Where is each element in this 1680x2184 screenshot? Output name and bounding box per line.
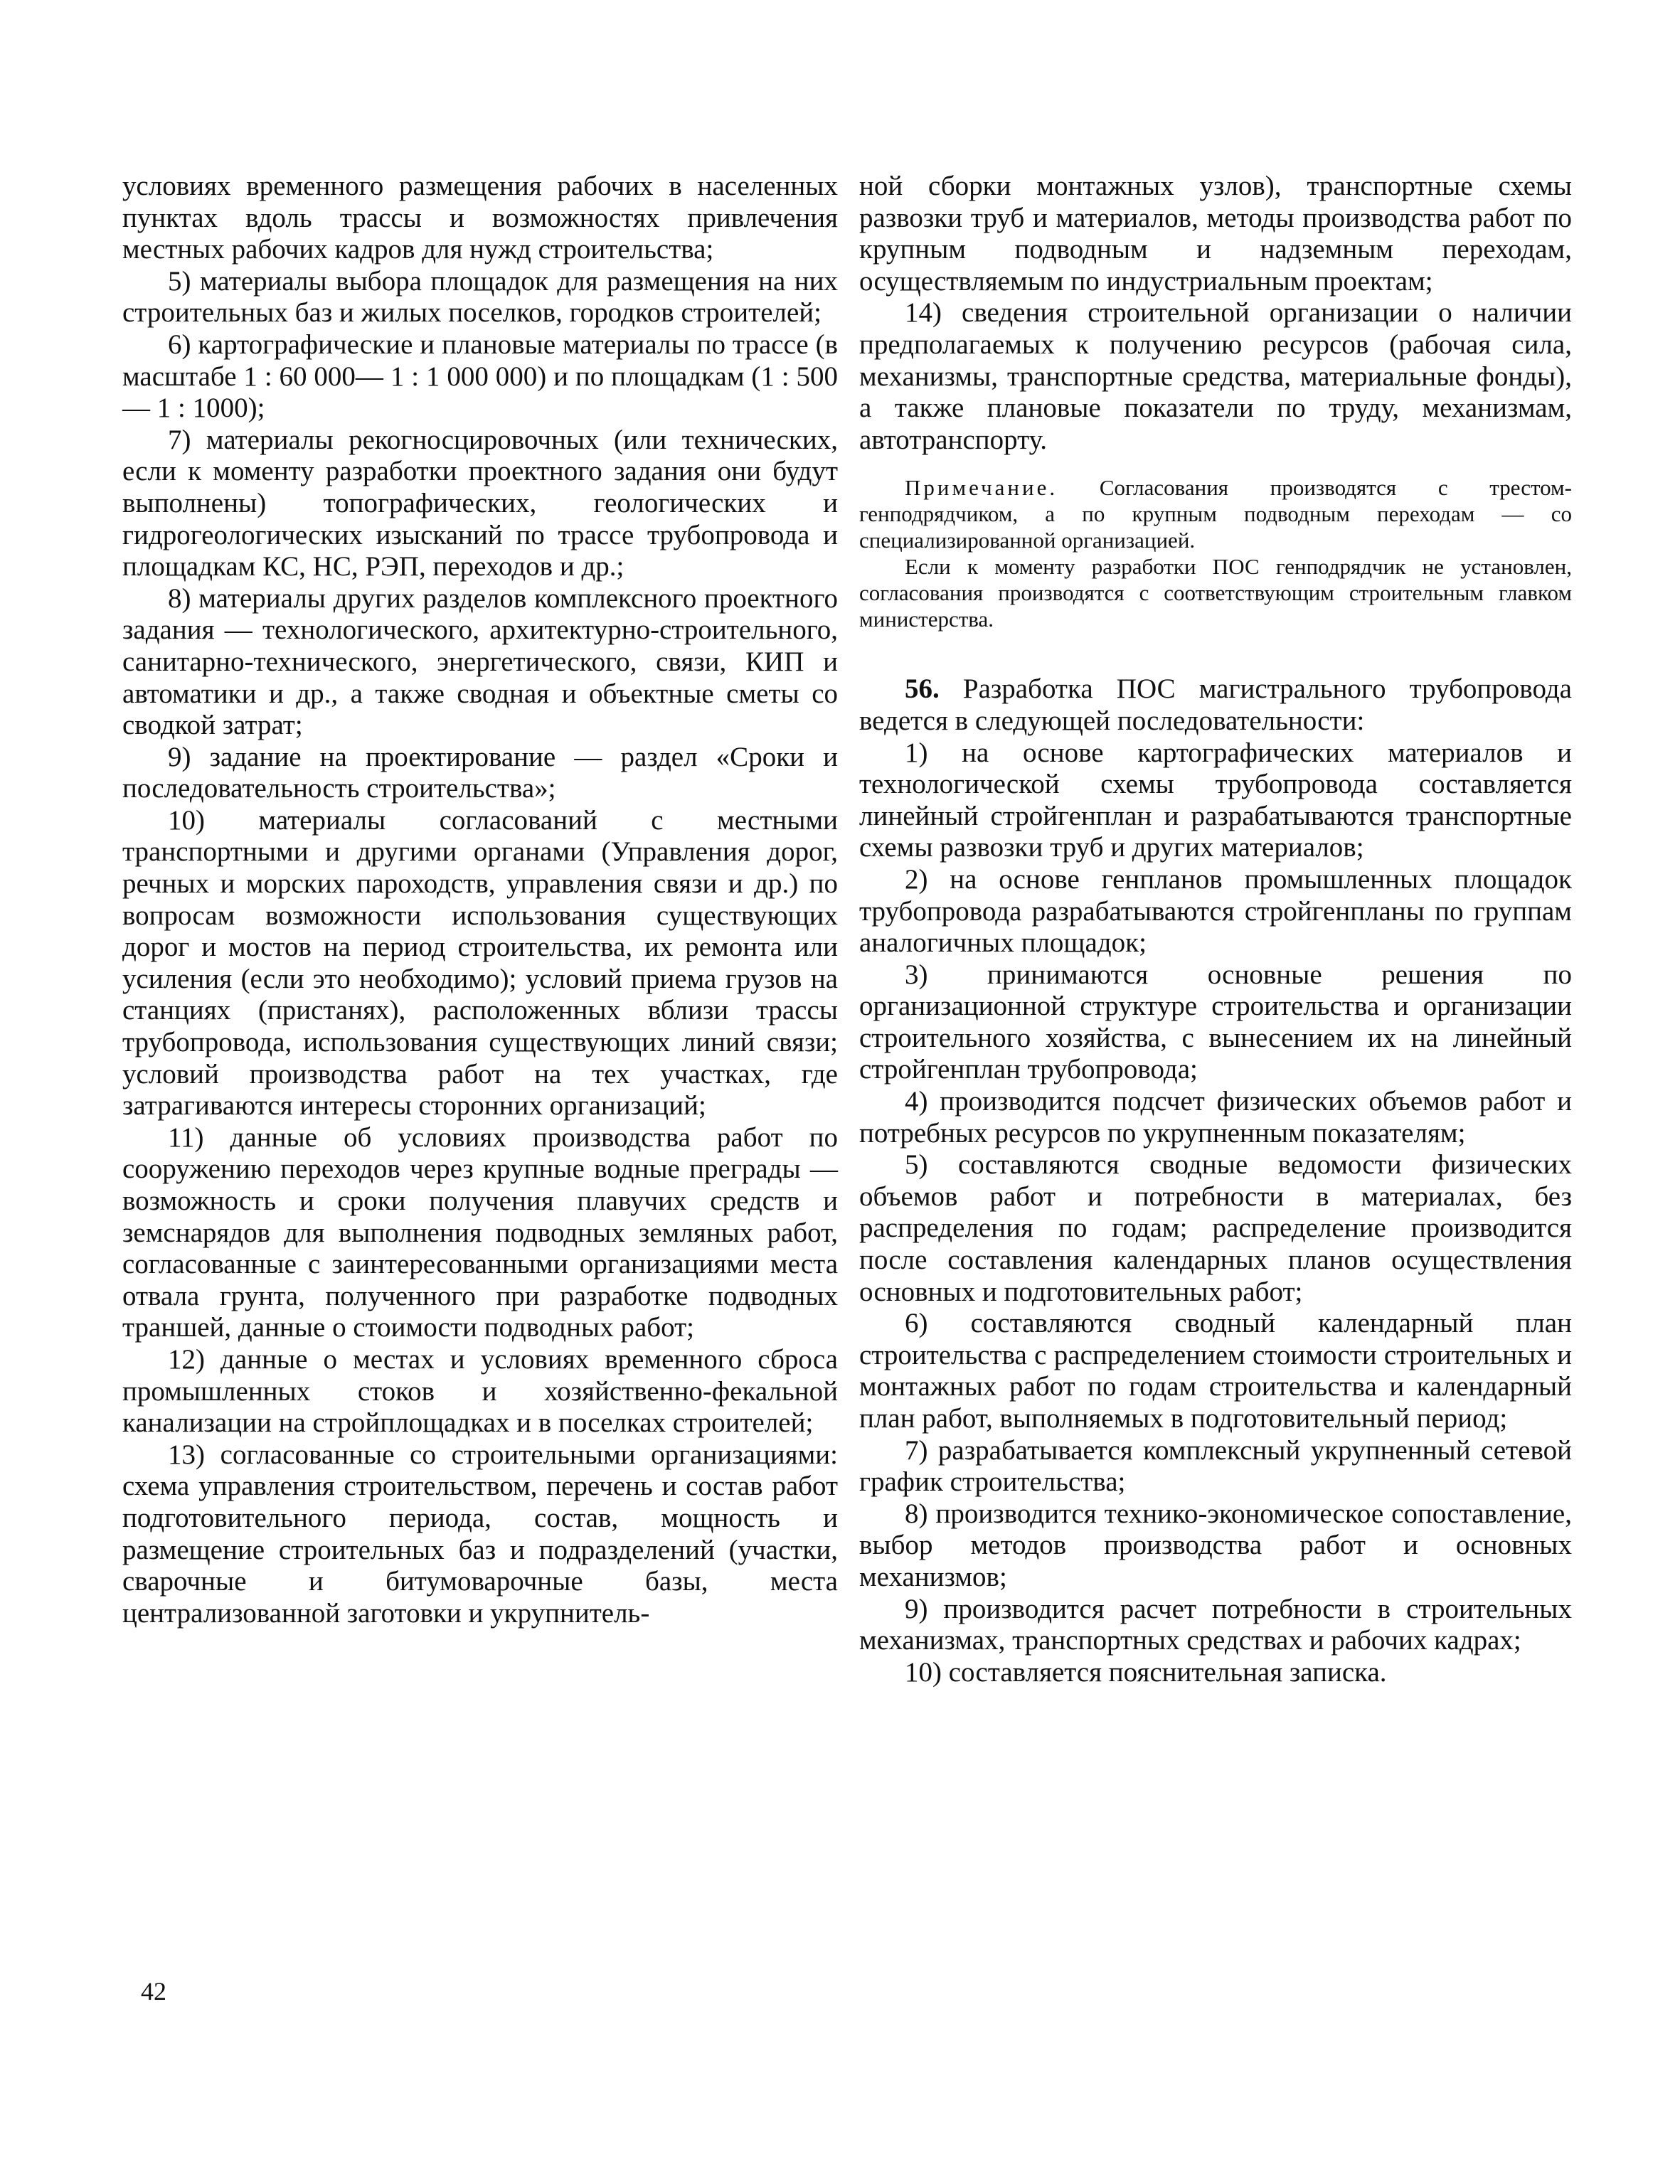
list-item-6: 6) картографические и плановые материалы по трассе (в масштабе 1 : 60 000— 1 : 1 000 000) и по площадкам (1 : 500— 1 : 1000); bbox=[122, 329, 838, 424]
page-number: 42 bbox=[141, 1977, 166, 2005]
section-step-4: 4) производится подсчет физических объемов работ и потребных ресурсов по укрупненным показателям; bbox=[859, 1086, 1572, 1149]
list-item-8: 8) материалы других разделов комплексного проектного задания — технологического, архитектурно-строительного, санитарно-технического, энергетического, связи, КИП и автоматики и др., а также сводная и объектные сметы со сводкой затрат; bbox=[122, 582, 838, 741]
list-item-10: 10) материалы согласований с местными транспортными и другими органами (Управления дорог, речных и морских пароходств, управления связи и др.) по вопросам возможности использования существующих дорог и мостов на период строительства, их ремонта или усиления (если это необходимо); условий приема грузов на станциях (пристанях), расположенных вблизи трассы трубопровода, использования существующих линий связи; условий производства работ на тех участках, где затрагиваются интересы сторонних организаций; bbox=[122, 804, 838, 1122]
section-step-6: 6) составляются сводный календарный план строительства с распределением стоимости строительных и монтажных работ по годам строительства и календарный план работ, выполняемых в подготовительный период; bbox=[859, 1308, 1572, 1434]
left-lead-paragraph: условиях временного размещения рабочих в населенных пунктах вдоль трассы и возможностях привлечения местных рабочих кадров для нужд строительства; bbox=[122, 171, 838, 265]
note-block bbox=[859, 474, 1572, 632]
note-paragraph-2: Если к моменту разработки ПОС генподрядчик не установлен, согласования производятся с соответствующим строительным главком министерства. bbox=[859, 554, 1572, 632]
list-item-7: 7) материалы рекогносцировочных (или технических, если к моменту разработки проектного задания они будут выполнены) топографических, геологических и гидрогеологических изысканий по трассе трубопровода и площадкам КС, НС, РЭП, переходов и др.; bbox=[122, 424, 838, 582]
section-step-10: 10) составляется пояснительная записка. bbox=[905, 1656, 1387, 1688]
section-intro-text: Разработка ПОС магистрального трубопровода ведется в следующей последовательности: bbox=[859, 673, 1572, 736]
section-step-7: 7) разрабатывается комплексный укрупненный сетевой график строительства; bbox=[859, 1434, 1572, 1498]
list-item-9: 9) задание на проектирование — раздел «Сроки и последовательность строительства»; bbox=[122, 741, 838, 804]
list-item-13: 13) согласованные со строительными организациями: схема управления строительством, перечень и состав работ подготовительного периода, состав, мощность и размещение строительных баз и подразделений (участки, сварочные и битумоварочные базы, места централизованной заготовки и укрупнитель- bbox=[122, 1439, 838, 1629]
section-step-9: 9) производится расчет потребности в строительных механизмах, транспортных средствах и рабочих кадрах; bbox=[859, 1593, 1572, 1656]
section-step-2: 2) на основе генпланов промышленных площадок трубопровода разрабатываются стройгенпланы по группам аналогичных площадок; bbox=[859, 863, 1572, 959]
list-item-5: 5) материалы выбора площадок для размещения на них строительных баз и жилых поселков, городков строителей; bbox=[122, 265, 838, 329]
section-number: 56. bbox=[905, 673, 940, 705]
right-lead-paragraph: ной сборки монтажных узлов), транспортные схемы развозки труб и материалов, методы производства работ по крупным подводным и надземным переходам, осуществляемым по индустриальным проектам; bbox=[859, 171, 1572, 297]
section-step-1: 1) на основе картографических материалов и технологической схемы трубопровода составляется линейный стройгенплан и разрабатываются транспортные схемы развозки труб и других материалов; bbox=[859, 737, 1572, 863]
note-label: Примечание. bbox=[905, 475, 1058, 501]
list-item-12: 12) данные о местах и условиях временного сброса промышленных стоков и хозяйственно-фекальной канализации на стройплощадках и в поселках строителей; bbox=[122, 1343, 838, 1439]
section-step-8: 8) производится технико-экономическое сопоставление, выбор методов производства работ и основных механизмов; bbox=[859, 1498, 1572, 1592]
list-item-14: 14) сведения строительной организации о наличии предполагаемых к получению ресурсов (рабочая сила, механизмы, транспортные средства, материальные фонды), а также плановые показатели по труду, механизмам, автотранспорту. bbox=[859, 297, 1572, 455]
section-step-5: 5) составляются сводные ведомости физических объемов работ и потребности в материалах, без распределения по годам; распределение производится после составления календарных планов осуществления основных и подготовительных работ; bbox=[859, 1149, 1572, 1307]
left-column bbox=[122, 171, 838, 1629]
note-text: Согласования производятся с трестом-генподрядчиком, а по крупным подводным переходам — со специализированной организацией. bbox=[859, 475, 1572, 553]
section-56-intro bbox=[859, 673, 1572, 737]
list-item-11: 11) данные об условиях производства работ по сооружению переходов через крупные водные преграды — возможность и сроки получения плавучих средств и земснарядов для выполнения подводных земляных работ, согласованные с заинтересованными организациями места отвала грунта, полученного при разработке подводных траншей, данные о стоимости подводных работ; bbox=[122, 1122, 838, 1343]
right-column bbox=[859, 171, 1572, 1688]
spacer bbox=[859, 632, 1572, 673]
section-step-3: 3) принимаются основные решения по организационной структуре строительства и организации строительного хозяйства, с вынесением их на линейный стройгенплан трубопровода; bbox=[859, 959, 1572, 1085]
note-paragraph bbox=[859, 474, 1572, 553]
